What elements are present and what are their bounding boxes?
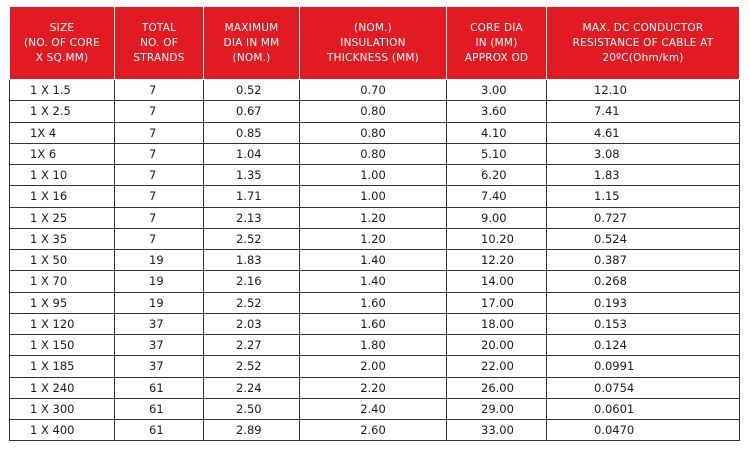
cell-max-dc-resistance: 0.0601: [547, 398, 740, 419]
cell-core-dia: 12.20: [447, 250, 547, 271]
cell-max-dc-resistance: 1.83: [547, 165, 740, 186]
table-row: [10, 165, 740, 186]
cell-insulation-thickness: 0.80: [300, 143, 447, 164]
table-body: [10, 80, 740, 441]
cell-total-strands: 7: [115, 101, 204, 122]
table-row: [10, 80, 740, 101]
cell-max-dc-resistance: 0.193: [547, 292, 740, 313]
cell-size: 1 X 35: [10, 228, 115, 249]
cell-total-strands: 37: [115, 335, 204, 356]
cell-max-dc-resistance: 0.524: [547, 228, 740, 249]
cell-core-dia: 6.20: [447, 165, 547, 186]
cell-maximum-dia: 2.16: [204, 271, 300, 292]
cell-maximum-dia: 2.03: [204, 313, 300, 334]
cell-maximum-dia: 1.71: [204, 186, 300, 207]
header-size: SIZE (NO. OF CORE X SQ.MM): [10, 7, 115, 80]
cell-size: 1 X 2.5: [10, 101, 115, 122]
cell-total-strands: 19: [115, 250, 204, 271]
table-row: [10, 398, 740, 419]
table-row: [10, 207, 740, 228]
cell-size: 1X 4: [10, 122, 115, 143]
cell-max-dc-resistance: 12.10: [547, 80, 740, 101]
cell-insulation-thickness: 2.60: [300, 420, 447, 441]
cell-total-strands: 61: [115, 420, 204, 441]
table-row: [10, 356, 740, 377]
table-row: [10, 228, 740, 249]
cell-max-dc-resistance: 0.727: [547, 207, 740, 228]
table-row: [10, 313, 740, 334]
cell-maximum-dia: 1.35: [204, 165, 300, 186]
cell-total-strands: 37: [115, 356, 204, 377]
cell-core-dia: 4.10: [447, 122, 547, 143]
cell-size: 1 X 240: [10, 377, 115, 398]
table-row: [10, 420, 740, 441]
cell-maximum-dia: 0.67: [204, 101, 300, 122]
cell-size: 1 X 300: [10, 398, 115, 419]
cell-core-dia: 20.00: [447, 335, 547, 356]
cell-core-dia: 33.00: [447, 420, 547, 441]
cell-total-strands: 7: [115, 122, 204, 143]
table-header: [10, 7, 740, 80]
cell-maximum-dia: 2.52: [204, 228, 300, 249]
cell-maximum-dia: 2.24: [204, 377, 300, 398]
cell-insulation-thickness: 1.60: [300, 313, 447, 334]
cell-size: 1 X 1.5: [10, 80, 115, 101]
cell-maximum-dia: 2.52: [204, 356, 300, 377]
cell-max-dc-resistance: 0.0991: [547, 356, 740, 377]
cell-total-strands: 7: [115, 165, 204, 186]
cell-max-dc-resistance: 0.0470: [547, 420, 740, 441]
cell-max-dc-resistance: 0.387: [547, 250, 740, 271]
cell-max-dc-resistance: 4.61: [547, 122, 740, 143]
cell-total-strands: 7: [115, 80, 204, 101]
cell-max-dc-resistance: 0.268: [547, 271, 740, 292]
cable-spec-table: [9, 6, 740, 441]
cell-insulation-thickness: 1.20: [300, 228, 447, 249]
cell-insulation-thickness: 0.80: [300, 101, 447, 122]
cell-core-dia: 29.00: [447, 398, 547, 419]
cell-maximum-dia: 2.52: [204, 292, 300, 313]
cell-size: 1 X 25: [10, 207, 115, 228]
table-row: [10, 143, 740, 164]
header-insulation-thickness: (NOM.) INSULATION THICKNESS (MM): [300, 7, 447, 80]
cell-maximum-dia: 2.13: [204, 207, 300, 228]
cell-max-dc-resistance: 0.124: [547, 335, 740, 356]
cell-insulation-thickness: 1.40: [300, 271, 447, 292]
cell-insulation-thickness: 1.80: [300, 335, 447, 356]
cell-core-dia: 17.00: [447, 292, 547, 313]
cell-size: 1 X 70: [10, 271, 115, 292]
cell-insulation-thickness: 2.20: [300, 377, 447, 398]
cell-core-dia: 5.10: [447, 143, 547, 164]
cell-size: 1 X 400: [10, 420, 115, 441]
cell-insulation-thickness: 1.60: [300, 292, 447, 313]
cell-maximum-dia: 2.89: [204, 420, 300, 441]
cell-maximum-dia: 0.52: [204, 80, 300, 101]
cell-core-dia: 22.00: [447, 356, 547, 377]
cell-total-strands: 7: [115, 207, 204, 228]
table-row: [10, 101, 740, 122]
table-row: [10, 122, 740, 143]
header-max-dc-resistance: MAX. DC CONDUCTOR RESISTANCE OF CABLE AT 20ºC(Ohm/km): [547, 7, 740, 80]
cell-insulation-thickness: 0.70: [300, 80, 447, 101]
cable-spec-table-container: [9, 6, 739, 441]
table-row: [10, 377, 740, 398]
cell-insulation-thickness: 1.00: [300, 165, 447, 186]
cell-total-strands: 7: [115, 228, 204, 249]
cell-size: 1 X 10: [10, 165, 115, 186]
table-row: [10, 335, 740, 356]
cell-core-dia: 18.00: [447, 313, 547, 334]
cell-maximum-dia: 2.50: [204, 398, 300, 419]
cell-size: 1 X 120: [10, 313, 115, 334]
cell-total-strands: 61: [115, 377, 204, 398]
cell-core-dia: 26.00: [447, 377, 547, 398]
cell-insulation-thickness: 1.20: [300, 207, 447, 228]
cell-core-dia: 3.60: [447, 101, 547, 122]
cell-insulation-thickness: 1.00: [300, 186, 447, 207]
cell-insulation-thickness: 0.80: [300, 122, 447, 143]
cell-size: 1 X 16: [10, 186, 115, 207]
cell-total-strands: 37: [115, 313, 204, 334]
cell-size: 1 X 185: [10, 356, 115, 377]
table-row: [10, 271, 740, 292]
cell-maximum-dia: 0.85: [204, 122, 300, 143]
table-row: [10, 250, 740, 271]
header-total-strands: TOTAL NO. OF STRANDS: [115, 7, 204, 80]
cell-core-dia: 10.20: [447, 228, 547, 249]
cell-maximum-dia: 1.83: [204, 250, 300, 271]
header-maximum-dia: MAXIMUM DIA IN MM (NOM.): [204, 7, 300, 80]
header-core-dia: CORE DIA IN (MM) APPROX OD: [447, 7, 547, 80]
cell-total-strands: 19: [115, 271, 204, 292]
cell-size: 1 X 150: [10, 335, 115, 356]
cell-size: 1 X 50: [10, 250, 115, 271]
cell-insulation-thickness: 2.00: [300, 356, 447, 377]
cell-maximum-dia: 2.27: [204, 335, 300, 356]
cell-max-dc-resistance: 0.0754: [547, 377, 740, 398]
cell-core-dia: 14.00: [447, 271, 547, 292]
cell-total-strands: 19: [115, 292, 204, 313]
cell-max-dc-resistance: 0.153: [547, 313, 740, 334]
cell-total-strands: 7: [115, 143, 204, 164]
cell-max-dc-resistance: 1.15: [547, 186, 740, 207]
cell-insulation-thickness: 2.40: [300, 398, 447, 419]
cell-size: 1 X 95: [10, 292, 115, 313]
cell-total-strands: 61: [115, 398, 204, 419]
table-row: [10, 292, 740, 313]
cell-core-dia: 3.00: [447, 80, 547, 101]
cell-insulation-thickness: 1.40: [300, 250, 447, 271]
cell-size: 1X 6: [10, 143, 115, 164]
table-row: [10, 186, 740, 207]
cell-max-dc-resistance: 7.41: [547, 101, 740, 122]
cell-core-dia: 7.40: [447, 186, 547, 207]
cell-total-strands: 7: [115, 186, 204, 207]
cell-core-dia: 9.00: [447, 207, 547, 228]
header-row: [10, 7, 740, 80]
cell-max-dc-resistance: 3.08: [547, 143, 740, 164]
cell-maximum-dia: 1.04: [204, 143, 300, 164]
